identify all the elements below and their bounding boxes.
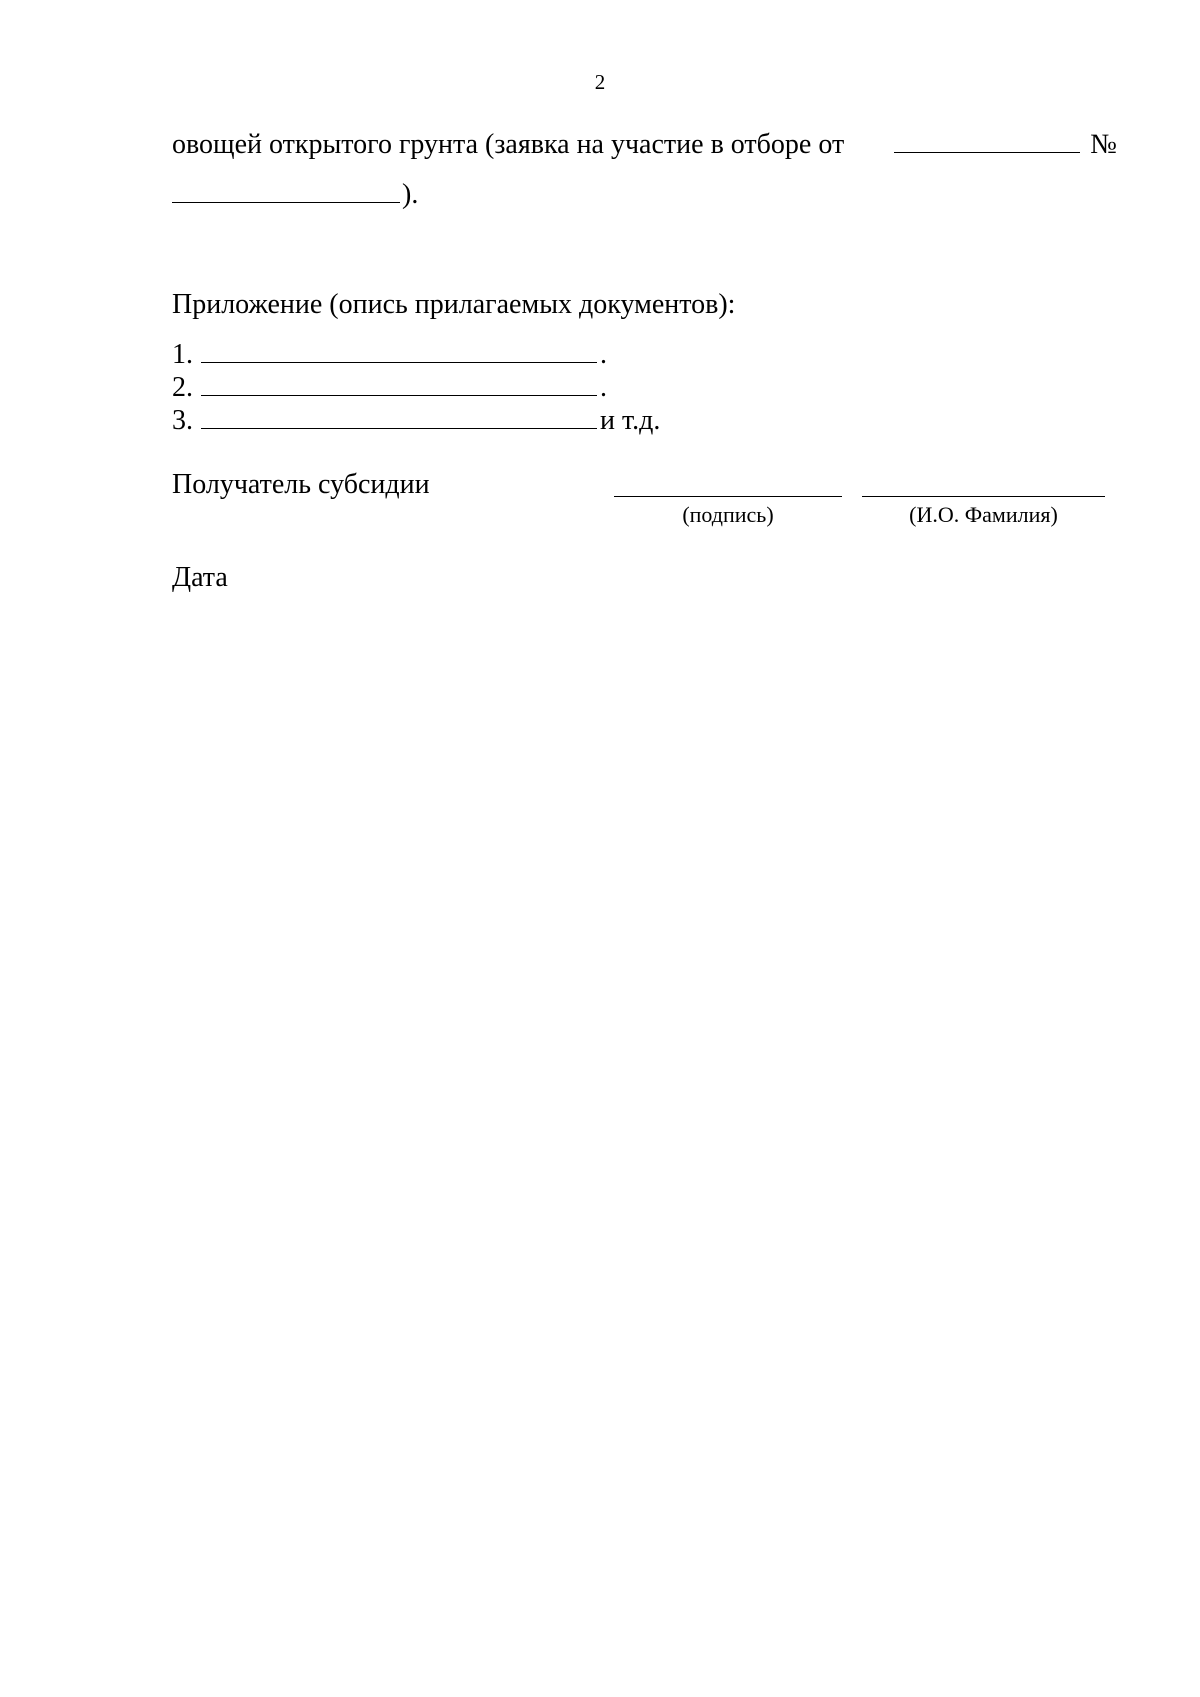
page-number: 2 [594, 70, 606, 94]
appendix-item-suffix: и т.д. [600, 405, 661, 436]
full-name-blank[interactable] [862, 496, 1105, 497]
paragraph-line-1 [172, 126, 1117, 162]
appendix-item-3 [172, 402, 660, 438]
appendix-item-number: 2. [172, 372, 193, 403]
number-sign: № [1090, 129, 1117, 160]
signature-caption: (подпись) [682, 502, 774, 527]
paragraph-closing: ). [402, 179, 419, 210]
appendix-item-2 [172, 369, 607, 405]
appendix-item-blank[interactable] [201, 369, 597, 396]
appendix-title: Приложение (опись прилагаемых документов): [172, 289, 736, 320]
recipient-label: Получатель субсидии [172, 469, 430, 500]
appendix-item-blank[interactable] [201, 336, 597, 363]
date-fill-group [890, 126, 1117, 162]
application-number-blank[interactable] [172, 176, 400, 203]
appendix-item-number: 1. [172, 339, 193, 370]
signature-blank[interactable] [614, 496, 842, 497]
appendix-item-number: 3. [172, 405, 193, 436]
paragraph-text: овощей открытого грунта (заявка на участие в отборе от [172, 129, 845, 160]
appendix-item-blank[interactable] [201, 402, 597, 429]
date-label: Дата [172, 562, 228, 593]
appendix-item-suffix: . [600, 372, 607, 403]
paragraph-line-2 [172, 176, 418, 212]
application-date-blank[interactable] [894, 126, 1080, 153]
appendix-item-1 [172, 336, 607, 372]
full-name-caption: (И.О. Фамилия) [909, 502, 1058, 527]
appendix-item-suffix: . [600, 339, 607, 370]
